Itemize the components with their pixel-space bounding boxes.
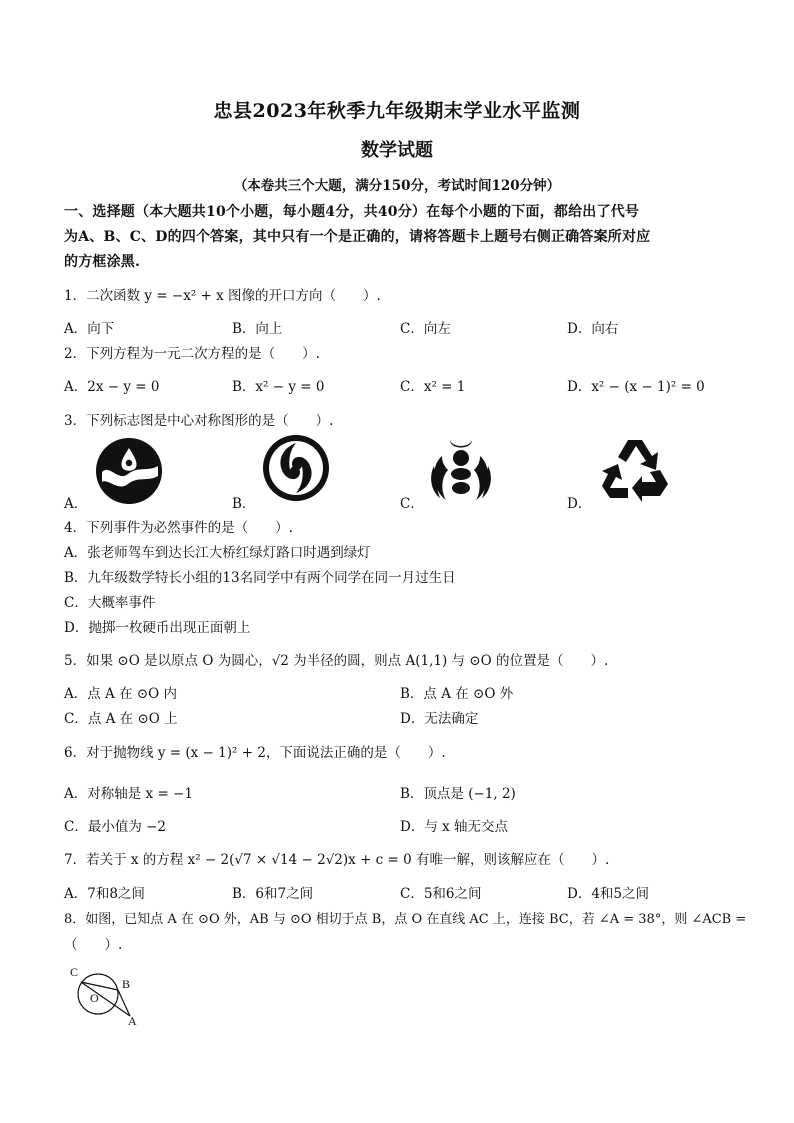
q7-stem: 7．若关于 x 的方程 x² − 2(√7 × √14 − 2√2)x + c = 0 有唯一解，则该解应在（ ）.	[64, 852, 610, 868]
q2-option-a: A．2x − y = 0	[64, 379, 160, 395]
q7-option-d: D．4和5之间	[567, 886, 650, 902]
q1-option-b: B．向上	[232, 321, 283, 337]
q6-option-d: D．与 x 轴无交点	[400, 819, 509, 835]
q3-option-b: B．	[232, 496, 256, 512]
q6-stem: 6．对于抛物线 y = (x − 1)² + 2，下面说法正确的是（ ）.	[64, 745, 446, 761]
logo-c-crescent-flame-icon	[428, 436, 494, 506]
q5-option-d: D．无法确定	[400, 711, 479, 727]
q5-stem: 5．如果 ⊙O 是以原点 O 为圆心，√2 为半径的圆，则点 A(1,1) 与 ⊙O 的位置是（ ）.	[64, 653, 609, 669]
q4-option-a: A．张老师驾车到达长江大桥红绿灯路口时遇到绿灯	[64, 545, 371, 561]
q3-option-c: C．	[400, 496, 424, 512]
q4-stem: 4．下列事件为必然事件的是（ ）.	[64, 520, 293, 536]
q3-option-a: A．	[64, 496, 88, 512]
q8-stem-line1: 8．如图，已知点 A 在 ⊙O 外，AB 与 ⊙O 相切于点 B，点 O 在直线 AC 上，连接 BC，若 ∠A = 38°，则 ∠ACB =	[64, 912, 747, 927]
q2-stem: 2．下列方程为一元二次方程的是（ ）.	[64, 346, 320, 362]
q4-option-c: C．大概率事件	[64, 595, 156, 611]
figure-label-a: A	[128, 1014, 137, 1026]
q7-option-b: B．6和7之间	[232, 886, 314, 902]
exam-title: 忠县2023年秋季九年级期末学业水平监测	[213, 100, 581, 122]
q5-option-b: B．点 A 在 ⊙O 外	[400, 686, 514, 702]
q6-option-c: C．最小值为 −2	[64, 819, 167, 835]
q8-stem-line2: （ ）.	[64, 937, 123, 953]
logo-d-recycle-icon	[598, 434, 672, 504]
q6-option-a: A．对称轴是 x = −1	[64, 786, 193, 802]
q1-option-a: A．向下	[64, 321, 115, 337]
q1-option-c: C．向左	[400, 321, 451, 337]
logo-a-water-drop-icon	[92, 436, 166, 506]
q1-option-d: D．向右	[567, 321, 619, 337]
exam-subtitle: 数学试题	[361, 140, 433, 161]
figure-label-b: B	[122, 977, 131, 991]
section-instructions-line3: 的方框涂黑.	[64, 254, 141, 270]
q5-option-a: A．点 A 在 ⊙O 内	[64, 686, 178, 702]
section-instructions-line2: 为A、B、C、D的四个答案，其中只有一个是正确的，请将答题卡上题号右侧正确答案所对应	[64, 229, 651, 245]
q3-option-d: D．	[567, 496, 592, 512]
q6-option-b: B．顶点是 (−1, 2)	[400, 786, 516, 802]
q2-option-b: B．x² − y = 0	[232, 379, 325, 395]
logo-b-swirl-ring-icon	[260, 432, 332, 504]
q4-option-d: D．抛掷一枚硬币出现正面朝上	[64, 620, 251, 636]
q1-stem: 1．二次函数 y = −x² + x 图像的开口方向（ ）.	[64, 288, 381, 304]
figure-label-o: O	[90, 991, 99, 1005]
q8-geometry-figure	[68, 962, 144, 1026]
q3-stem: 3．下列标志图是中心对称图形的是（ ）.	[64, 413, 334, 429]
figure-label-c: C	[70, 965, 79, 979]
exam-note: （本卷共三个大题，满分150分，考试时间120分钟）	[233, 178, 561, 194]
q4-option-b: B．九年级数学特长小组的13名同学中有两个同学在同一月过生日	[64, 570, 456, 586]
section-instructions-line1: 一、选择题（本大题共10个小题，每小题4分，共40分）在每个小题的下面，都给出了代号	[64, 204, 640, 220]
q7-option-c: C．5和6之间	[400, 886, 482, 902]
q2-option-c: C．x² = 1	[400, 379, 466, 395]
q7-option-a: A．7和8之间	[64, 886, 145, 902]
q2-option-d: D．x² − (x − 1)² = 0	[567, 379, 705, 395]
q5-option-c: C．点 A 在 ⊙O 上	[64, 711, 178, 727]
